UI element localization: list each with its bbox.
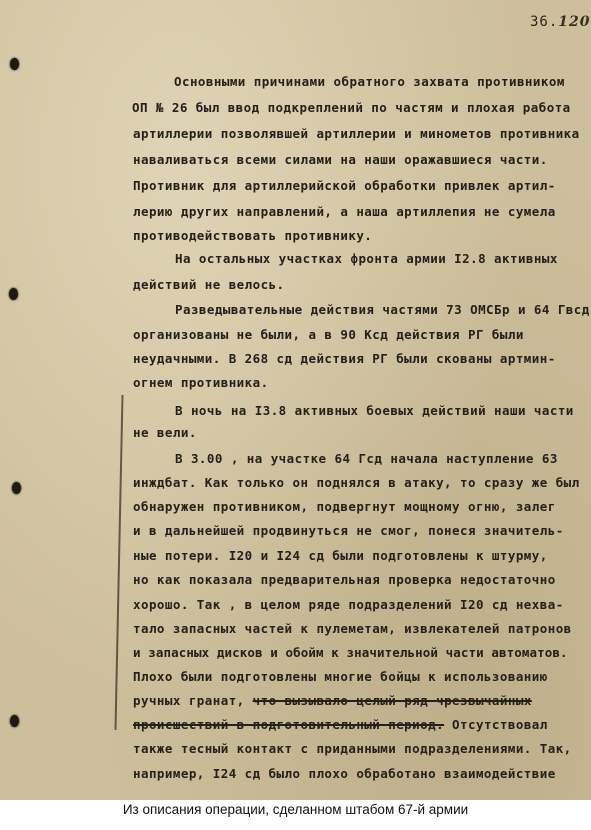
- text-line: хорошо. Так , в целом ряде подразделений I20 сд нехва-: [133, 597, 564, 612]
- struck-through-text: что вызывало целый ряд чрезвычайных: [252, 693, 532, 708]
- text-line: В 3.00 , на участке 64 Гсд начала наступление 63: [175, 451, 558, 466]
- page-number-typed: 36: [530, 14, 549, 30]
- text-line: Основными причинами обратного захвата противником: [174, 74, 565, 89]
- page-number: 36.120: [530, 14, 591, 30]
- margin-pencil-mark: [114, 395, 123, 730]
- image-caption: Из описания операции, сделанном штабом 67-й армии: [122, 802, 469, 817]
- text-line: инждбат. Как только он поднялся в атаку, то сразу же был: [133, 475, 580, 490]
- text-line: ОП № 26 был ввод подкреплений по частям и плохая работа: [132, 100, 571, 115]
- text-segment: ручных гранат,: [133, 693, 245, 708]
- text-line: артиллерии позволявшей артиллерии и минометов противника: [133, 126, 580, 141]
- text-segment: Отсутствовал: [444, 717, 548, 732]
- text-line: и запасных дисков и обойм к значительной части автоматов.: [133, 645, 568, 660]
- text-line: действий не велось.: [133, 277, 285, 292]
- text-line: также тесный контакт с приданными подразделениями. Так,: [133, 741, 572, 756]
- text-line: тало запасных частей к пулеметам, извлекателей патронов: [133, 621, 572, 636]
- text-line: и в дальнейшей продвинуться не смог, понеся значитель-: [133, 523, 564, 538]
- text-line: противодействовать противнику.: [133, 228, 373, 243]
- text-line: Противник для артиллерийской обработки привлек артил-: [133, 178, 556, 193]
- text-line: На остальных участках фронта армии I2.8 активных: [175, 251, 558, 266]
- text-line: наваливаться всеми силами на наши оражавшиеся части.: [133, 152, 548, 167]
- text-line: обнаружен противником, подвергнут мощному огню, залег: [133, 499, 556, 514]
- binder-hole: [9, 288, 18, 300]
- text-line: организованы не были, а в 90 Ксд действия РГ были: [133, 327, 524, 342]
- text-line: лерию других направлений, а наша артиллепия не сумела: [133, 204, 556, 219]
- text-line: [133, 717, 548, 732]
- text-line: не вели.: [133, 425, 197, 440]
- text-line: например, I24 сд было плохо обработано взаимодействие: [133, 766, 556, 781]
- binder-hole: [10, 715, 19, 727]
- text-line: [133, 693, 532, 708]
- text-line: но как показала предварительная проверка недостаточно: [133, 572, 556, 587]
- binder-hole: [12, 482, 21, 494]
- text-line: неудачными. В 268 сд действия РГ были скованы артмин-: [133, 351, 556, 366]
- text-line: огнем противника.: [133, 375, 269, 390]
- page-number-handwritten: 120: [558, 14, 591, 30]
- text-line: Разведывательные действия частями 73 ОМСБр и 64 Гвсд: [175, 302, 590, 317]
- text-line: Плохо были подготовлены многие бойцы к использованию: [133, 669, 548, 684]
- struck-through-text: происшествий в подготовительный период.: [133, 717, 445, 732]
- binder-hole: [10, 58, 19, 70]
- text-line: В ночь на I3.8 активных боевых действий наши части: [175, 403, 574, 418]
- text-line: ные потери. I20 и I24 сд были подготовлены к штурму,: [133, 548, 548, 563]
